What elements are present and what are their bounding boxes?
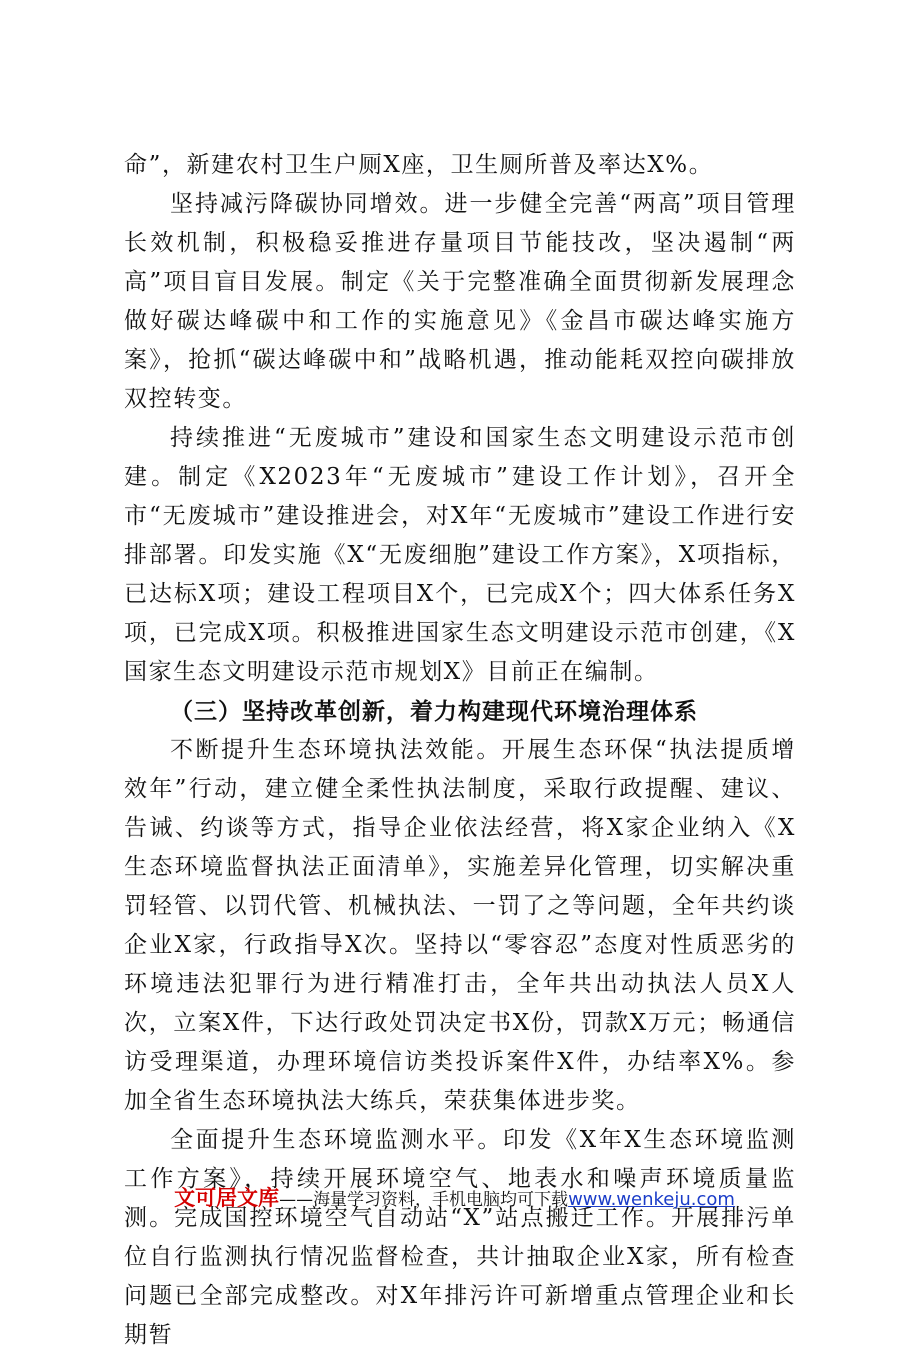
footer-slogan: ——海量学习资料，手机电脑均可下载 <box>279 1190 569 1210</box>
paragraph-continuation: 命”，新建农村卫生户厕X座，卫生厕所普及率达X%。 <box>124 152 714 178</box>
paragraph-carbon-reduction: 坚持减污降碳协同增效。进一步健全完善“两高”项目管理长效机制，积极稳妥推进存量项目节能技改，坚决遏制“两高”项目盲目发展。制定《关于完整准确全面贯彻新发展理念做好碳达峰碳中和工作的实施意见》《金昌市碳达峰实施方案》，抢抓“碳达峰碳中和”战略机遇，推动能耗双控向碳排放双控转变。 <box>124 191 796 412</box>
footer-banner <box>0 1182 909 1212</box>
footer-url-link[interactable]: www.wenkeju.com <box>568 1189 735 1210</box>
section-heading: （三）坚持改革创新，着力构建现代环境治理体系 <box>170 698 698 725</box>
paragraph-monitoring: 全面提升生态环境监测水平。印发《X年X生态环境监测工作方案》，持续开展环境空气、地表水和噪声环境质量监测。完成国控环境空气自动站“X”站点搬迁工作。开展排污单位自行监测执行情况监督检查，共计抽取企业X家，所有检查问题已全部完成整改。对X年排污许可新增重点管理企业和长期暂 <box>124 1127 796 1348</box>
document-body <box>124 146 796 1355</box>
paragraph-zero-waste-city: 持续推进“无废城市”建设和国家生态文明建设示范市创建。制定《X2023年“无废城市”建设工作计划》，召开全市“无废城市”建设推进会，对X年“无废城市”建设工作进行安排部署。印发实施《X“无废细胞”建设工作方案》，X项指标，已达标X项；建设工程项目X个，已完成X个；四大体系任务X项，已完成X项。积极推进国家生态文明建设示范市创建，《X国家生态文明建设示范市规划X》目前正在编制。 <box>124 425 796 685</box>
footer-brand: 文可居文库 <box>174 1186 280 1210</box>
paragraph-law-enforcement: 不断提升生态环境执法效能。开展生态环保“执法提质增效年”行动，建立健全柔性执法制度，采取行政提醒、建议、告诫、约谈等方式，指导企业依法经营，将X家企业纳入《X生态环境监督执法正面清单》，实施差异化管理，切实解决重罚轻管、以罚代管、机械执法、一罚了之等问题，全年共约谈企业X家，行政指导X次。坚持以“零容忍”态度对性质恶劣的环境违法犯罪行为进行精准打击，全年共出动执法人员X人次，立案X件，下达行政处罚决定书X份，罚款X万元；畅通信访受理渠道，办理环境信访类投诉案件X件，办结率X%。参加全省生态环境执法大练兵，荣获集体进步奖。 <box>124 737 796 1114</box>
